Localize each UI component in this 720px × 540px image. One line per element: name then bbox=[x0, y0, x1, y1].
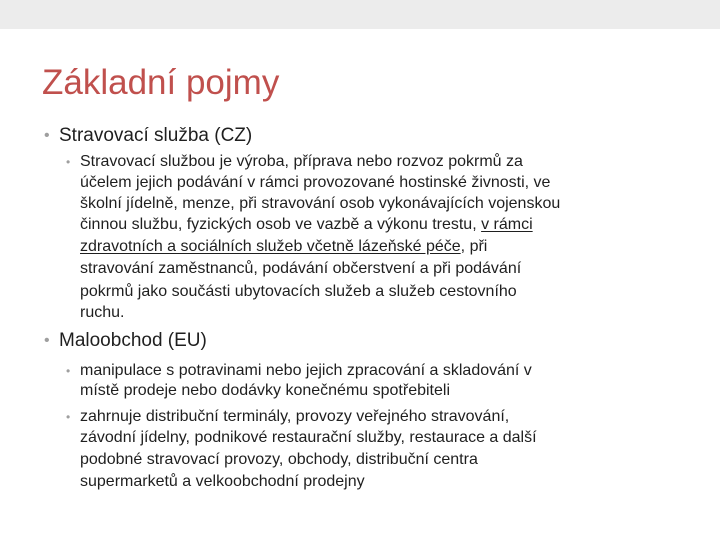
maloobchod-item-2-line-1: zahrnuje distribuční terminály, provozy veřejného stravování, bbox=[80, 408, 510, 425]
definition-line-5-suffix: , při bbox=[460, 238, 488, 255]
definition-link-part-2[interactable]: zdravotních a sociálních služeb včetně lázeňské péče bbox=[80, 238, 461, 255]
maloobchod-item-2-line-3: podobné stravovací provozy, obchody, distribuční centra bbox=[80, 451, 478, 468]
maloobchod-item-1-line-1: manipulace s potravinami nebo jejich zpracování a skladování v bbox=[80, 362, 532, 379]
definition-line-4-text: činnou službu, fyzických osob ve vazbě a výkonu trestu, bbox=[80, 216, 482, 233]
bullet-dot-icon: • bbox=[44, 332, 50, 349]
definition-line-1: Stravovací službou je výroba, příprava nebo rozvoz pokrmů za bbox=[80, 153, 523, 170]
maloobchod-item-2-line-2: závodní jídelny, podnikové restaurační služby, restaurace a další bbox=[80, 429, 537, 446]
definition-line-5 bbox=[80, 237, 487, 257]
section-heading-text: Maloobchod (EU) bbox=[59, 330, 207, 351]
sub-bullet-dot-icon: • bbox=[66, 410, 71, 424]
maloobchod-item-2-line-4: supermarketů a velkoobchodní prodejny bbox=[80, 473, 365, 490]
definition-line-4 bbox=[80, 215, 533, 235]
bullet-dot-icon: • bbox=[44, 127, 50, 144]
definition-line-7: pokrmů jako součásti ubytovacích služeb a služeb cestovního bbox=[80, 283, 517, 300]
sub-bullet-dot-icon: • bbox=[66, 155, 71, 169]
sub-bullet-dot-icon: • bbox=[66, 364, 71, 378]
definition-line-8: ruchu. bbox=[80, 304, 125, 321]
section-heading-text: Stravovací služba (CZ) bbox=[59, 125, 253, 146]
maloobchod-item-1-line-2: místě prodeje nebo dodávky konečnému spotřebiteli bbox=[80, 382, 450, 399]
section-heading-stravovaci-sluzba bbox=[44, 125, 253, 146]
definition-line-6: stravování zaměstnanců, podávání občerstvení a při podávání bbox=[80, 260, 522, 277]
definition-line-2: účelem jejich podávání v rámci provozované hostinské živnosti, ve bbox=[80, 174, 551, 191]
definition-line-3: školní jídelně, menze, při stravování osob vykonávajících vojenskou bbox=[80, 195, 561, 212]
slide-title: Základní pojmy bbox=[42, 63, 280, 102]
definition-link-part-1[interactable]: v rámci bbox=[481, 216, 533, 233]
section-heading-maloobchod bbox=[44, 330, 207, 351]
